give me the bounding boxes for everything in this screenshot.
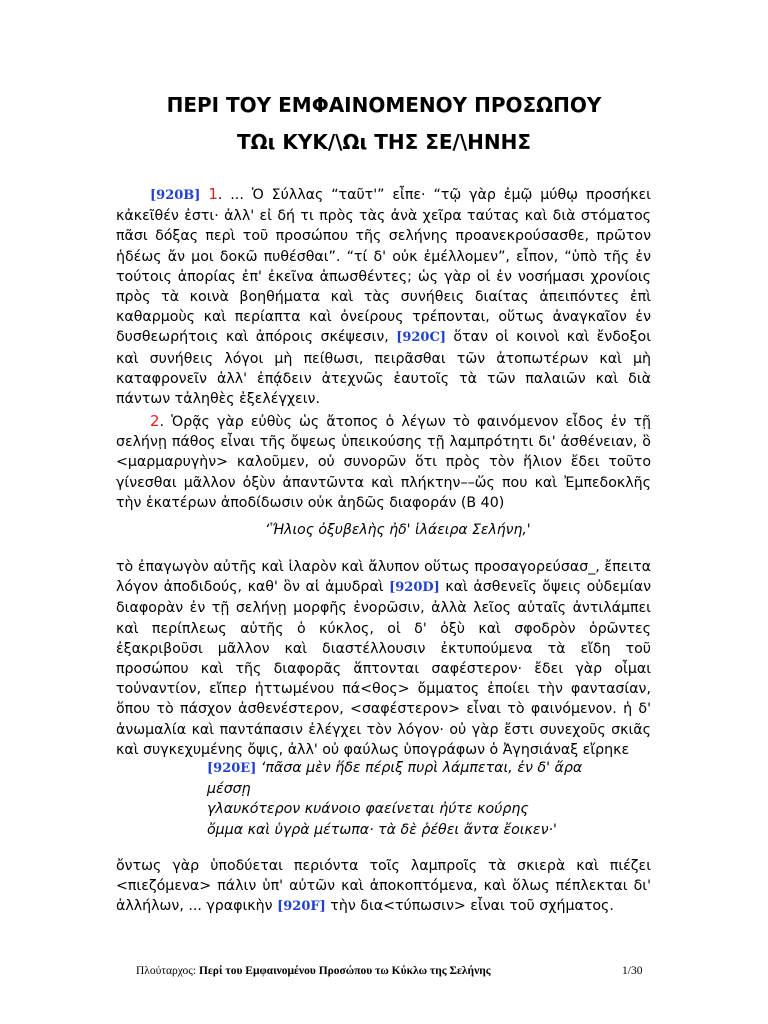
stephanus-reference: [920C]: [396, 330, 446, 346]
title-line-2: ΤΩι ΚΥΚ/\Ωι ΤΗΣ ΣΕ/\ΗΝΗΣ: [236, 130, 532, 154]
title-line-1: ΠΕΡΙ ΤΟΥ ΕΜΦΑΙΝΟΜΕΝΟΥ ΠΡΟΣΩΠΟΥ: [166, 93, 602, 117]
footer-work-title: Περί του Εμφαινομένου Προσώπου τω Κύκλω της Σελήνης: [198, 965, 491, 977]
stephanus-reference: [920F]: [277, 899, 326, 915]
verse-line-1-text: ‘πᾶσα μὲν ἥδε πέριξ πυρὶ λάμπεται, ἐν δ' ἄρα μέσσῃ: [207, 760, 583, 798]
paragraph-text: τὸ ἐπαγωγὸν αὐτῆς καὶ ἱλαρὸν καὶ ἄλυπον οὕτως προσαγορεύσασ_, ἔπειτα λόγον ἀποδιδούς, καθ' ὃν αἱ ἀμυδραὶ: [116, 559, 651, 596]
quotation: ‘Ἥλιος ὀξυβελὴς ἠδ' ἱλάειρα Σελήνη,': [265, 522, 531, 538]
paragraph-2: [116, 411, 651, 513]
paragraph-text: . ... Ὁ Σύλλας “ταῦτ'” εἶπε· “τῷ γὰρ ἐμῷ μύθῳ προσήκει κἀκεῖθέν ἐστι· ἀλλ' εἰ δή τι πρὸς τὰς ἀνὰ χεῖρα ταύτας καὶ διὰ στόματος πᾶσι δόξας περὶ τοῦ προσώπου τῆς σελήνης προανεκρούσασθε, πρῶτον ἡδέως ἄν μοι δοκῶ πυθέσθαι”. “τί δ' οὐκ ἐμέλλομεν”, εἶπον, “ὑπὸ τῆς ἐν τούτοις ἀπορίας ἐπ' ἐκεῖνα ἀπωσθέντες; ὡς γὰρ οἱ ἐν νοσήμασι χρονίοις πρὸς τὰ κοινὰ βοηθήματα καὶ τὰς συνήθεις διαίτας ἀπειπόντες ἐπὶ καθαρμοὺς καὶ περίαπτα καὶ ὀνείρους τρέπονται, οὕτως ἀναγκαῖον ἐν δυσθεωρήτοις καὶ ἀπόροις σκέψεσιν,: [116, 187, 651, 346]
paragraph-text: τὴν δια<τύπωσιν> εἶναι τοῦ σχήματος.: [330, 898, 614, 915]
paragraph-text: . Ὁρᾷς γὰρ εὐθὺς ὡς ἄτοπος ὁ λέγων τὸ φαινόμενον εἶδος ἐν τῇ σελήνῃ πάθος εἶναι τῆς ὄψεως ὑπεικούσης τῇ λαμπρότητι δι' ἀσθένειαν, ὃ <μαρμαρυγὴν> καλοῦμεν, οὐ συνορῶν ὅτι πρὸς τὸν ἥλιον ἔδει τοῦτο γίνεσθαι μᾶλλον ὀξὺν ἀπαντῶντα καὶ πλήκτην––ὥς που καὶ Ἐμπεδοκλῆς τὴν ἑκατέρων ἀποδίδωσιν οὐκ ἀηδῶς διαφοράν (B 40): [116, 414, 651, 511]
verse-quotation: [207, 758, 607, 840]
paragraph-1: [116, 184, 651, 409]
verse-line: ὄμμα καὶ ὑγρὰ μέτωπα· τὰ δὲ ῥέθει ἄντα ἔοικεν·': [207, 821, 557, 838]
paragraph-text: ὅταν οἱ κοινοὶ καὶ ἔνδοξοι καὶ συνήθεις λόγοι μὴ πείθωσι, πειρᾶσθαι τῶν ἀτοπωτέρων καὶ μὴ καταφρονεῖν ἀλλ' ἐπᾴδειν ἀτεχνῶς ἑαυτοῖς τὰ τῶν παλαιῶν καὶ διὰ πάντων τἀληθὲς ἐξελέγχειν.: [116, 329, 651, 408]
footer-author-name: Πλούταρχος:: [136, 965, 197, 977]
stephanus-reference: [920B]: [150, 188, 201, 203]
stephanus-reference: [920D]: [389, 580, 440, 596]
paragraph-text: καὶ ἀσθενεῖς ὄψεις οὐδεμίαν διαφορὰν ἐν τῇ σελήνῃ μορφῆς ἐνορῶσιν, ἀλλὰ λεῖος αὐταῖς ἀντιλάμπει καὶ περίπλεως αὐτῆς ὁ κύκλος, οἱ δ' ὀξὺ καὶ σφοδρὸν ὁρῶντες ἐξακριβοῦσι μᾶλλον καὶ διαστέλλουσιν ἐκτυπούμενα τὰ εἴδη τοῦ προσώπου καὶ τῆς διαφορᾶς ἅπτονται σαφέστερον· ἔδει γὰρ οἶμαι τοὐναντίον, εἴπερ ἡττωμένου πά<θος> ὄμματος ἐποίει τὴν φαντασίαν, ὅπου τὸ πάσχον ἀσθενέστερον, <σαφέστερον> εἶναι τὸ φαινόμενον. ἡ δ' ἀνωμαλία καὶ παντάπασιν ἐλέγχει τὸν λόγον· οὐ γὰρ ἔστι συνεχοῦς σκιᾶς καὶ συγκεχυμένης ὄψις, ἀλλ' οὐ φαύλως ὑπογράφων ὁ Ἀγησιάναξ εἴρηκε: [116, 579, 651, 758]
paragraph-text: ὄντως γὰρ ὑποδύεται περιόντα τοῖς λαμπροῖς τὰ σκιερὰ καὶ πιέζει <πιεζόμενα> πάλιν ὑπ' αὐτῶν καὶ ἀποκοπτόμενα, καὶ ὅλως πέπλεκται δι' ἀλλήλων, ... γραφικὴν: [116, 858, 651, 915]
section-number: 1: [208, 185, 218, 203]
footer-author: [136, 965, 491, 977]
paragraph-4: [116, 856, 651, 918]
page-number: 1/30: [622, 965, 643, 977]
section-number: 2: [150, 412, 160, 430]
stephanus-reference: [920E]: [207, 761, 257, 776]
paragraph-3: [116, 557, 651, 760]
verse-line: [207, 758, 607, 799]
verse-line: γλαυκότερον κυάνοιο φαείνεται ἠύτε κούρης: [207, 801, 529, 818]
